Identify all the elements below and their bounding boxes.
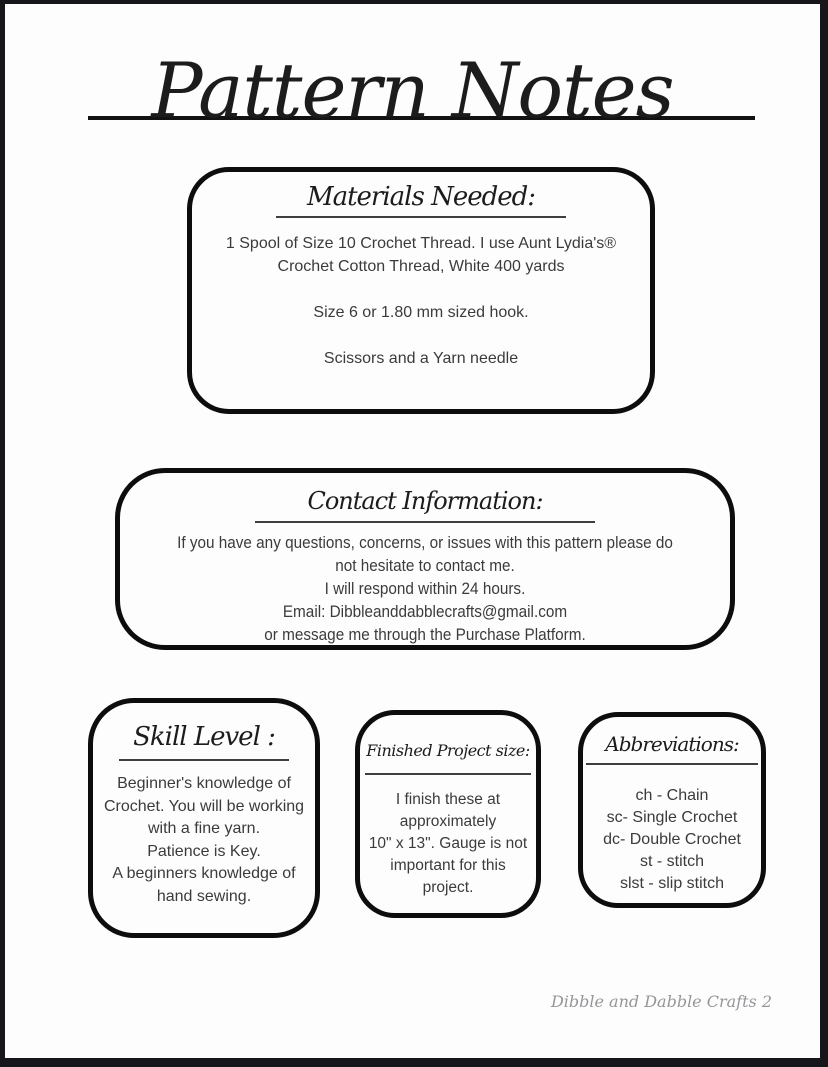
abbreviations-heading-underline bbox=[586, 725, 758, 765]
skill-heading: Skill Level : bbox=[133, 722, 275, 752]
skill-text bbox=[93, 773, 315, 908]
text-line: important for this bbox=[390, 857, 506, 874]
text-line: 10" x 13". Gauge is not bbox=[368, 835, 528, 852]
finished-heading: Finished Project size: bbox=[366, 741, 530, 760]
text-line: st - stitch bbox=[639, 853, 704, 870]
contact-heading-underline bbox=[255, 481, 595, 523]
skill-level-box bbox=[88, 698, 320, 938]
materials-heading: Materials Needed: bbox=[306, 182, 536, 212]
text-line: dc- Double Crochet bbox=[603, 831, 741, 848]
skill-heading-underline bbox=[119, 715, 289, 761]
text-line: A beginners knowledge of bbox=[112, 865, 296, 882]
finished-heading-underline bbox=[365, 729, 531, 775]
pattern-notes-page bbox=[5, 4, 820, 1058]
abbreviations-box bbox=[578, 712, 766, 908]
text-line: hand sewing. bbox=[156, 887, 252, 905]
materials-heading-underline bbox=[276, 178, 566, 218]
text-line: not hesitate to contact me. bbox=[335, 556, 515, 575]
finished-text bbox=[360, 789, 536, 899]
abbreviations-text bbox=[583, 785, 761, 895]
finished-size-box bbox=[355, 710, 541, 918]
text-line: project. bbox=[422, 879, 474, 896]
text-line: with a fine yarn. bbox=[147, 820, 261, 837]
contact-heading: Contact Information: bbox=[307, 487, 543, 515]
contact-text bbox=[151, 531, 700, 646]
text-line: sc- Single Crochet bbox=[606, 809, 738, 826]
text-line: Beginner's knowledge of bbox=[117, 775, 291, 792]
text-line: Patience is Key. bbox=[147, 842, 261, 860]
text-line: ch - Chain bbox=[635, 787, 709, 804]
text-line: Size 6 or 1.80 mm sized hook. bbox=[313, 304, 529, 321]
text-line: approximately bbox=[399, 813, 497, 830]
contact-box bbox=[115, 468, 735, 650]
text-line: Crochet Cotton Thread, White 400 yards bbox=[277, 258, 565, 275]
text-line: slst - slip stitch bbox=[619, 875, 724, 892]
text-line bbox=[192, 324, 650, 347]
text-line: Crochet. You will be working bbox=[103, 797, 305, 815]
text-line bbox=[192, 278, 650, 301]
text-line: If you have any questions, concerns, or issues with this pattern please do bbox=[177, 533, 673, 552]
text-line: 1 Spool of Size 10 Crochet Thread. I use Aunt Lydia's® bbox=[225, 235, 617, 252]
abbreviations-heading: Abbreviations: bbox=[605, 732, 739, 756]
footer-brand: Dibble and Dabble Crafts 2 bbox=[550, 992, 772, 1011]
page-title: Pattern Notes bbox=[151, 46, 674, 135]
text-line: Scissors and a Yarn needle bbox=[323, 350, 519, 367]
materials-text bbox=[192, 232, 650, 370]
materials-box bbox=[187, 167, 655, 414]
text-line: I will respond within 24 hours. bbox=[324, 579, 526, 598]
text-line: Email: Dibbleanddabblecrafts@gmail.com bbox=[282, 602, 568, 621]
text-line: or message me through the Purchase Platform. bbox=[264, 625, 586, 644]
text-line: I finish these at bbox=[395, 791, 501, 808]
